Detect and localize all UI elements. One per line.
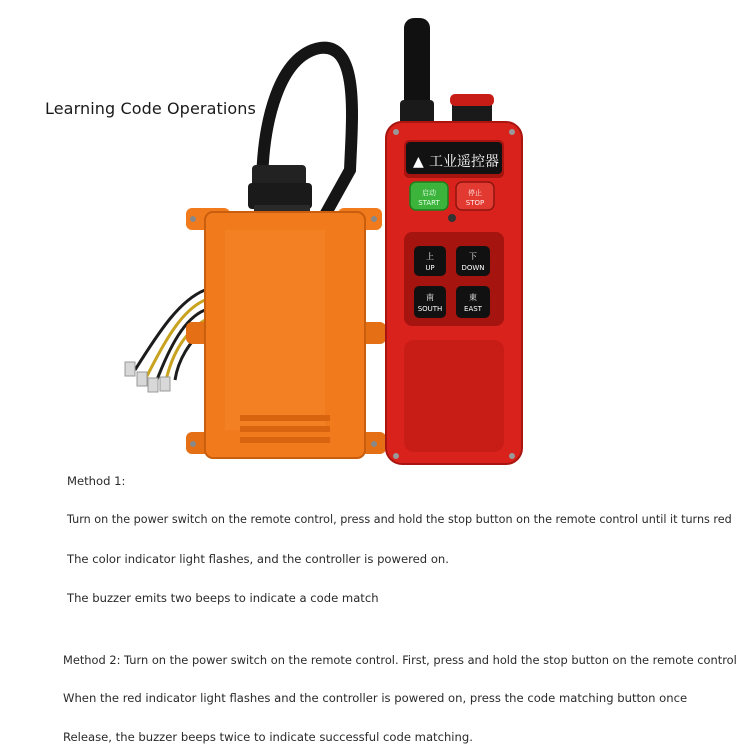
method2-line: When the red indicator light flashes and the controller is powered on, press the code matching button once — [63, 691, 688, 705]
svg-text:DOWN: DOWN — [461, 264, 485, 272]
svg-text:上: 上 — [426, 252, 434, 261]
method2-line: Release, the buzzer beeps twice to indicate successful code matching. — [63, 730, 473, 744]
svg-text:下: 下 — [469, 252, 477, 261]
method1-step: The color indicator light flashes, and the controller is powered on. — [67, 552, 449, 566]
remote-body — [386, 122, 522, 464]
remote-logo-icon: ▲ — [413, 154, 424, 170]
remote-antenna — [400, 18, 434, 130]
svg-text:南: 南 — [426, 293, 434, 302]
stop-button — [456, 182, 494, 210]
method1-step: Turn on the power switch on the remote control, press and hold the stop button on the remote control until it turns red — [67, 513, 732, 526]
svg-text:東: 東 — [469, 293, 477, 302]
svg-text:停止: 停止 — [468, 189, 482, 197]
heading: Learning Code Operations — [45, 99, 256, 118]
up-button — [414, 246, 446, 276]
svg-text:启动: 启动 — [422, 189, 436, 197]
remote-brand-label: 工业遥控器 — [429, 154, 499, 170]
start-button — [410, 182, 448, 210]
south-button — [414, 286, 446, 318]
svg-text:SOUTH: SOUTH — [417, 305, 443, 313]
svg-text:EAST: EAST — [464, 305, 482, 313]
east-button — [456, 286, 490, 318]
method1-title: Method 1: — [67, 474, 126, 488]
method2-line: Method 2: Turn on the power switch on the remote control. First, press and hold the stop button on the remote control — [63, 653, 737, 667]
receiver-box — [186, 208, 386, 458]
svg-text:STOP: STOP — [465, 199, 485, 207]
cable-gland — [248, 165, 312, 215]
svg-text:START: START — [418, 199, 440, 207]
method1-step: The buzzer emits two beeps to indicate a code match — [67, 591, 379, 605]
indicator-light — [448, 214, 456, 222]
svg-text:UP: UP — [425, 264, 435, 272]
down-button — [456, 246, 490, 276]
